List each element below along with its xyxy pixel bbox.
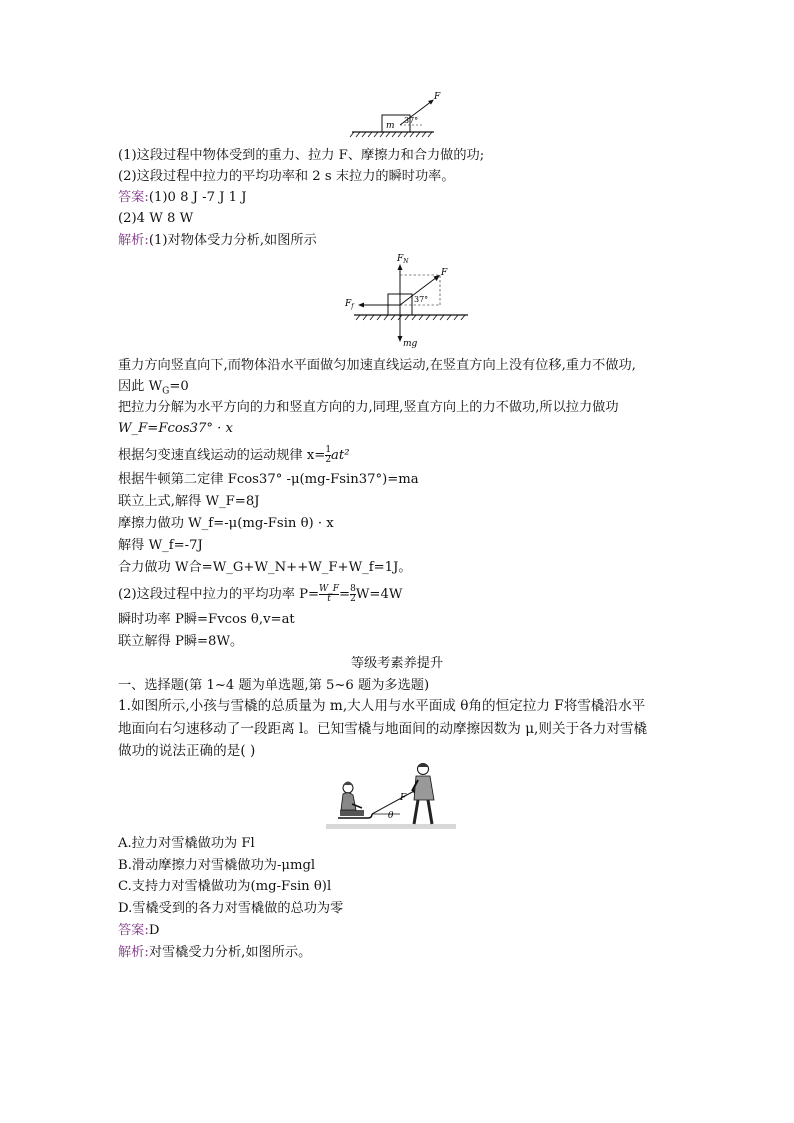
analysis-s7: 联立上式,解得 W_F=8J: [118, 494, 260, 509]
fig3-theta-label: θ: [388, 811, 394, 821]
analysis-s9: 解得 W_f=-7J: [118, 538, 203, 553]
option-d: D.雪橇受到的各力对雪橇做的总功为零: [118, 901, 344, 916]
problem1-line1: 1.如图所示,小孩与雪橇的总质量为 m,大人用与水平面成 θ角的恒定拉力 F将雪橇沿水平: [118, 698, 646, 714]
fig2-Ff-sub: f: [351, 303, 354, 310]
analysis-s11: [118, 585, 402, 604]
answer-2: (2)4 W 8 W: [118, 211, 194, 226]
analysis-label-2: 解析:: [118, 945, 149, 960]
analysis-line-3: [118, 943, 311, 962]
analysis-s13: 联立解得 P瞬=8W。: [118, 634, 244, 649]
s5-den: 2: [325, 455, 332, 465]
svg-text:Ff: [344, 299, 355, 310]
analysis-s10: 合力做功 W合=W_G+W_N++W_F+W_f=1J。: [118, 560, 412, 575]
answer-label-2: 答案:: [118, 923, 149, 938]
sled-figure: [326, 758, 458, 833]
section-title: 等级考素养提升: [350, 656, 444, 671]
fig2-F-label: F: [441, 268, 448, 278]
fig2-FN-sub: N: [403, 258, 409, 265]
analysis-line: [118, 231, 317, 250]
analysis-intro: (1)对物体受力分析,如图所示: [148, 233, 317, 248]
s5-tail: at²: [331, 448, 350, 463]
fig2-mg-label: mg: [403, 339, 418, 349]
answer-line-3: [118, 921, 159, 940]
analysis-s3: 把拉力分解为水平方向的力和竖直方向的力,同理,竖直方向上的力不做功,所以拉力做功: [118, 400, 619, 415]
answer-line-1: [118, 188, 247, 207]
fig2-FN-label: F: [397, 254, 404, 264]
fig1-F-label: F: [434, 92, 441, 102]
problem1-line3: 做功的说法正确的是( ): [118, 743, 256, 759]
problem1-line2: 地面向右匀速移动了一段距离 l。已知雪橇与地面间的动摩擦因数为 μ,则关于各力对雪橇: [118, 721, 648, 737]
analysis-s6: 根据牛顿第二定律 Fcos37° -μ(mg-Fsin37°)=ma: [118, 472, 419, 487]
s11-eq: =: [339, 587, 351, 602]
fig2-Ff-label: F: [345, 299, 352, 309]
question-1: (1)这段过程中物体受到的重力、拉力 F、摩擦力和合力做的功;: [118, 148, 485, 163]
s11-tail: W=4W: [355, 587, 403, 602]
s2-text: 因此 W: [118, 379, 163, 394]
analysis-s4: W_F=Fcos37° · x: [118, 421, 233, 436]
section-1: 一、选择题(第 1~4 题为单选题,第 5~6 题为多选题): [118, 678, 430, 693]
s5-text: 根据匀变速直线运动的运动规律 x=: [118, 448, 326, 463]
s11-den1: t: [327, 594, 331, 604]
fig1-m-label: m: [386, 121, 395, 131]
svg-text:FN: [396, 254, 409, 265]
s2-sub: G: [162, 386, 170, 397]
fig2-angle-label: 37°: [414, 295, 429, 304]
analysis-label: 解析:: [118, 233, 149, 248]
analysis-s8: 摩擦力做功 W_f=-μ(mg-Fsin θ) · x: [118, 516, 334, 531]
analysis-3: 对雪橇受力分析,如图所示。: [148, 945, 312, 960]
free-body-diagram: [340, 250, 470, 350]
analysis-s1: 重力方向竖直向下,而物体沿水平面做匀加速直线运动,在竖直方向上没有位移,重力不做功,: [118, 358, 636, 373]
s11-text: (2)这段过程中拉力的平均功率 P=: [118, 587, 320, 602]
option-a: A.拉力对雪橇做功为 Fl: [118, 836, 255, 851]
fig3-F-label: F: [400, 793, 407, 803]
answer-1: (1)0 8 J -7 J 1 J: [148, 190, 247, 205]
s11-den2: 2: [350, 594, 356, 604]
s11-num1: W_F: [319, 584, 340, 594]
answer-label: 答案:: [118, 190, 149, 205]
block-force-figure: [348, 90, 448, 140]
power-fraction: [319, 585, 339, 604]
option-c: C.支持力对雪橇做功为(mg-Fsin θ)l: [118, 879, 332, 894]
s11-num2: 8: [350, 584, 356, 594]
analysis-s5: [118, 446, 350, 465]
fig1-angle-label: 37°: [404, 116, 419, 125]
option-b: B.滑动摩擦力对雪橇做功为-μmgl: [118, 858, 316, 873]
s2-tail: =0: [169, 379, 189, 394]
answer-3: D: [148, 923, 160, 938]
question-2: (2)这段过程中拉力的平均功率和 2 s 末拉力的瞬时功率。: [118, 169, 455, 184]
analysis-s12: 瞬时功率 P瞬=Fvcos θ,v=at: [118, 612, 295, 627]
s5-num: 1: [325, 445, 332, 455]
